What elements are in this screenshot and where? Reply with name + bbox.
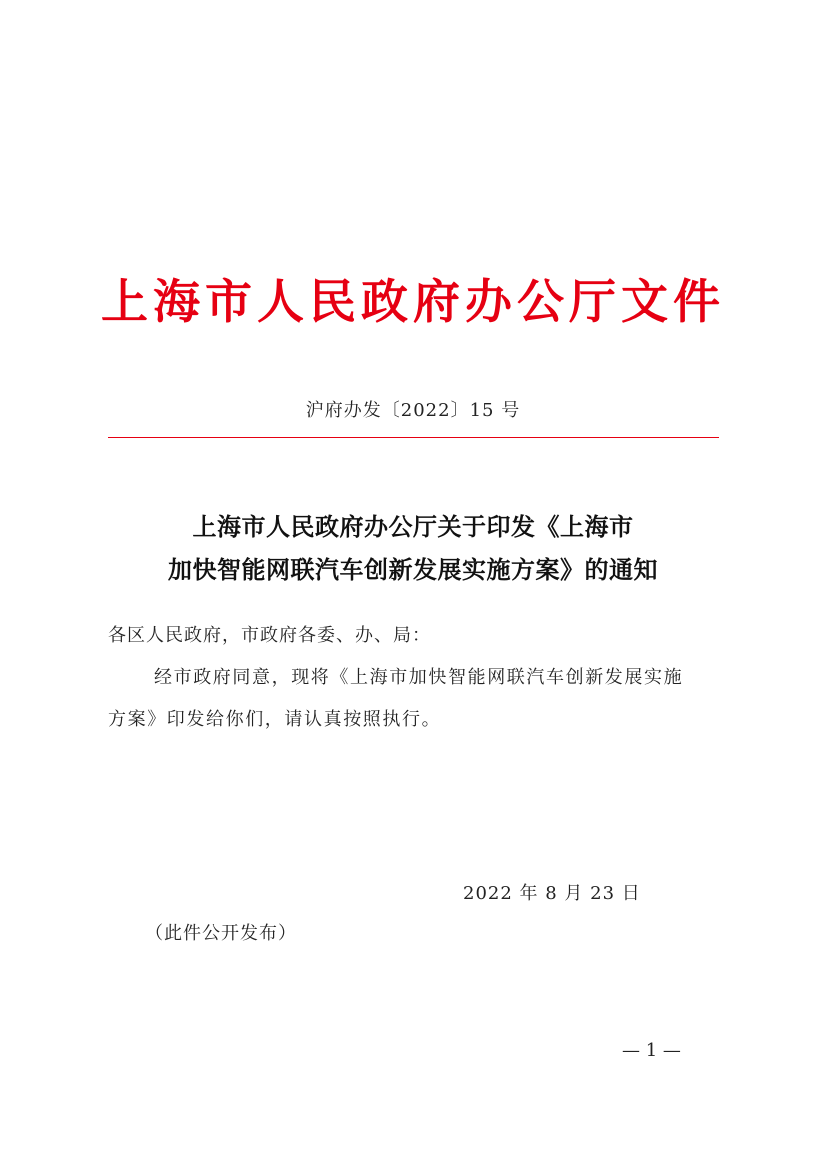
body-paragraph-line-2: 方案》印发给你们，请认真按照执行。	[108, 709, 442, 730]
notice-title	[0, 505, 826, 591]
issue-date: 2022 年 8 月 23 日	[463, 883, 641, 904]
page-number: — 1 —	[622, 1040, 681, 1061]
body-paragraph-line-1: 经市政府同意，现将《上海市加快智能网联汽车创新发展实施	[154, 667, 684, 688]
addressee-line: 各区人民政府，市政府各委、办、局：	[108, 625, 431, 646]
document-masthead: 上海市人民政府办公厅文件	[101, 275, 725, 330]
red-divider-line	[108, 437, 719, 438]
notice-title-line-2: 加快智能网联汽车创新发展实施方案》的通知	[168, 555, 658, 584]
document-number: 沪府办发〔2022〕15 号	[305, 400, 521, 421]
notice-title-line-1: 上海市人民政府办公厅关于印发《上海市	[192, 512, 634, 541]
release-note: （此件公开发布）	[145, 923, 297, 944]
